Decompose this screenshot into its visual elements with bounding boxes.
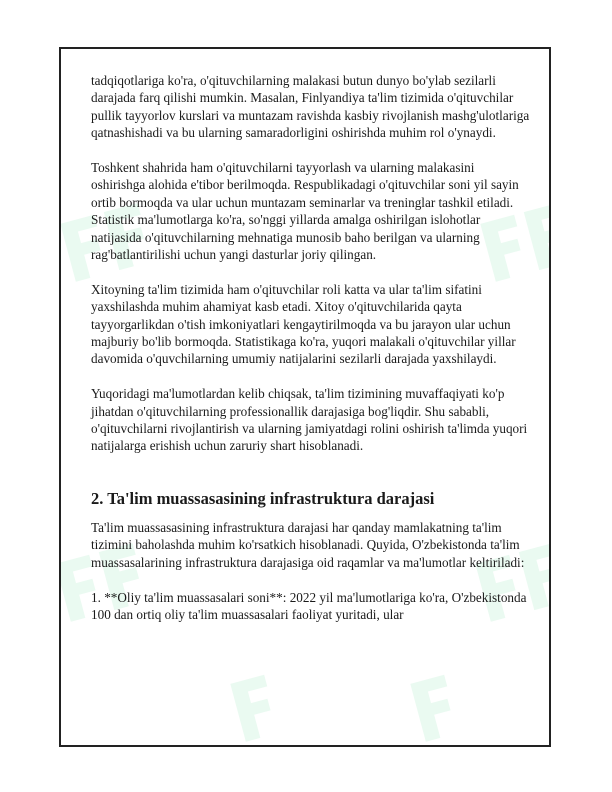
section-heading-infrastructure: 2. Ta'lim muassasasining infrastruktura darajasi <box>91 488 435 508</box>
paragraph-infrastructure-intro: Ta'lim muassasasining infrastruktura darajasi har qanday mamlakatning ta'lim tizimini baholashda muhim ko'rsatkich hisoblanadi. Quyida, O'zbekistonda ta'lim muassasalarining infrastruktura darajasiga oid raqamlar va ma'lumotlar keltiriladi: <box>91 519 525 570</box>
paragraph-higher-education-count: 1. **Oliy ta'lim muassasalari soni**: 2022 yil ma'lumotlariga ko'ra, O'zbekistonda 100 dan ortiq oliy ta'lim muassasalari faoliyat yuritadi, ular <box>91 589 527 622</box>
document-body <box>91 72 531 641</box>
page-frame <box>59 47 551 747</box>
paragraph-teacher-qualification-intro: tadqiqotlariga ko'ra, o'qituvchilarning malakasi butun dunyo bo'ylab sezilarli darajada farq qilishi mumkin. Masalan, Finlyandiya ta'lim tizimida o'qituvchilar pullik tayyorlov kurslari va muntazam ravishda kasbiy rivojlanish mashg'ulotlariga qatnashishadi va bu ularning samaradorligini oshirishda muhim rol o'ynaydi. <box>91 73 530 141</box>
paragraph-china-teachers: Xitoyning ta'lim tizimida ham o'qituvchilar roli katta va ular ta'lim sifatini yaxshilashda muhim ahamiyat kasb etadi. Xitoy o'qituvchilarida qayta tayyorgarlikdan o'tish imkoniyatlari kengaytirilmoqda va bu jarayon ular uchun majburiy bo'lib bormoqda. Statistikaga ko'ra, yuqori malakali o'qituvchilar yillar davomida o'quvchilarning umumiy natijalarini sezilarli darajada yaxshilaydi. <box>91 281 516 367</box>
paragraph-tashkent-teachers: Toshkent shahrida ham o'qituvchilarni tayyorlash va ularning malakasini oshirishga alohida e'tibor berilmoqda. Respublikadagi o'qituvchilar soni yil sayin ortib bormoqda va ular uchun muntazam seminarlar va treninglar tashkil etiladi. Statistik ma'lumotlarga ko'ra, so'nggi yillarda amalga oshirilgan islohotlar natijasida o'qituvchilarning mehnatiga munosib baho berilgan va ularning rag'batlantirilishi uchun yangi dasturlar joriy qilingan. <box>91 160 519 263</box>
paragraph-conclusion: Yuqoridagi ma'lumotlardan kelib chiqsak, ta'lim tizimining muvaffaqiyati ko'p jihatdan o'qituvchilarning professionallik darajasiga bog'liqdir. Shu sababli, o'qituvchilarni rivojlantirish va ularning jamiyatdagi rolini oshirish ta'limda yuqori natijalarga erishish uchun zaruriy shart hisoblanadi. <box>91 386 528 454</box>
